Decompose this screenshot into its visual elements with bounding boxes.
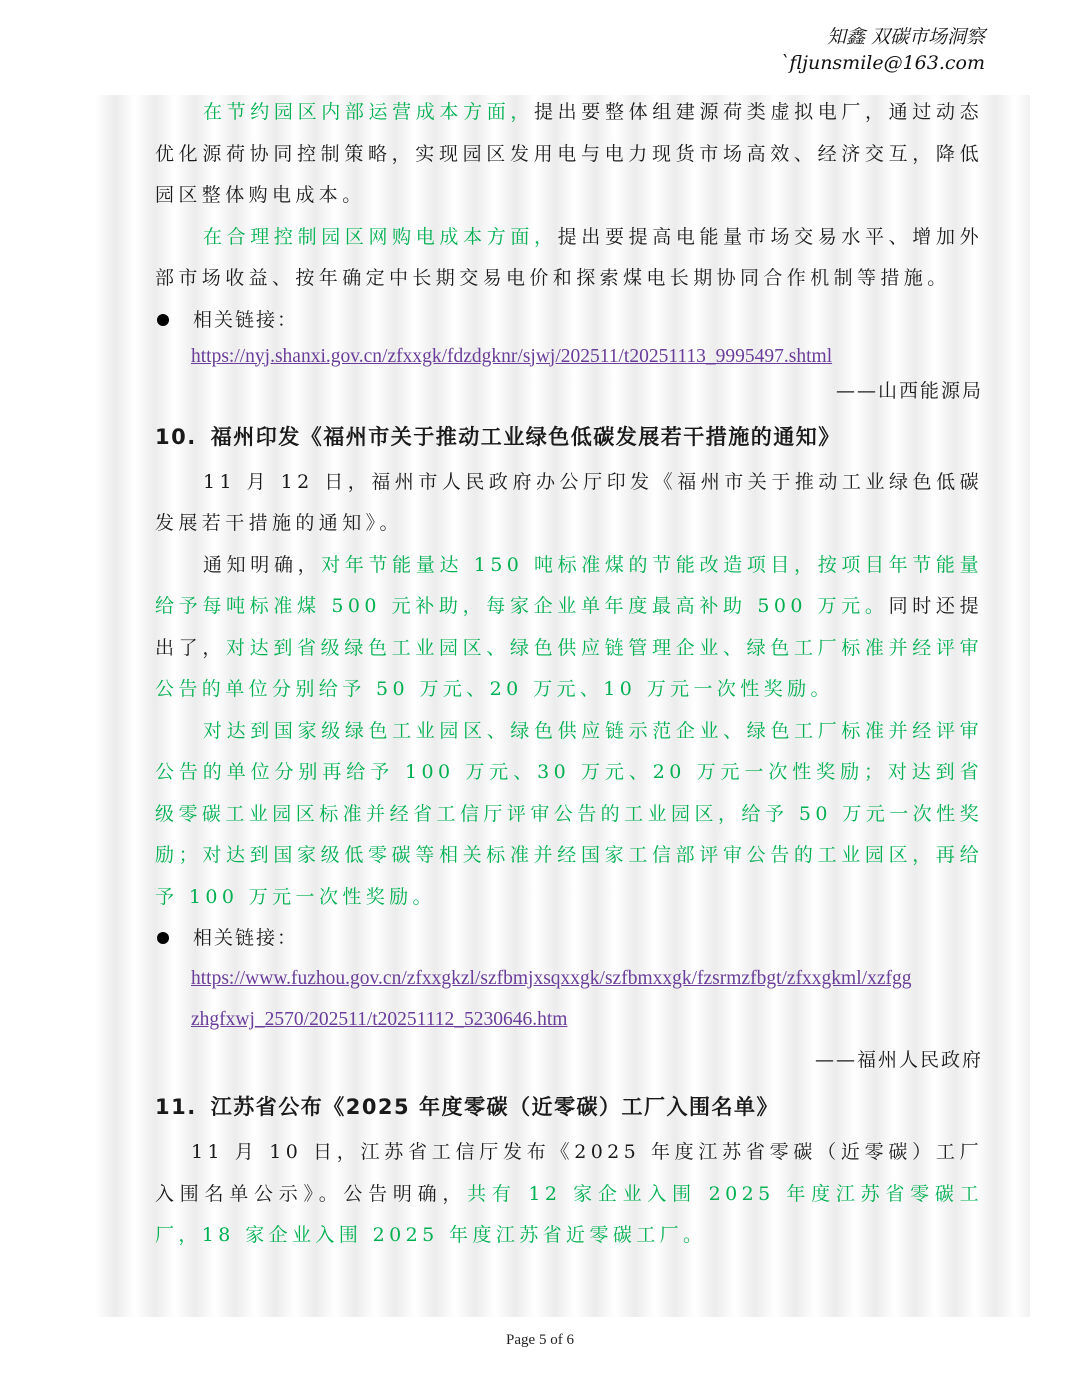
source-attribution: ——福州人民政府 (814, 1049, 983, 1071)
related-link-bullet (155, 300, 983, 340)
related-link[interactable]: https://nyj.shanxi.gov.cn/zfxxgk/fdzdgknr/sjwj/202511/t20251113_9995497.shtml (191, 345, 833, 367)
related-link-label: 相关链接： (193, 927, 299, 949)
section-number: 11. (155, 1095, 197, 1119)
body-text: 11 月 12 日，福州市人民政府办公厅印发《福州市关于推动工业绿色低碳发展若干措施的通知》。 (155, 470, 983, 534)
body-text: 通知明确， (203, 553, 322, 576)
highlight-text: 在合理控制园区网购电成本方面， (203, 225, 558, 248)
bullet-icon (157, 314, 169, 326)
body-text: 提出要整体组建源荷类虚拟电厂，通过动态优化源荷协同控制策略，实现园区发用电与电力现货市场高效、经济交互，降低园区整体购电成本。 (155, 101, 983, 206)
paragraph (155, 92, 983, 217)
section-number: 10. (155, 424, 197, 449)
related-link-line[interactable]: https://www.fuzhou.gov.cn/zfxxgkzl/szfbmjxsqxxgk/szfbmxxgk/fzsrmzfbgt/zfxxgkml/xzfgg (191, 968, 912, 989)
page-header (780, 24, 985, 76)
related-link-label: 相关链接： (193, 308, 299, 331)
header-email: `fljunsmile@163.com (779, 52, 985, 74)
body-text: 提出要提高电能量市场交易水平、增加外部市场收益、按年确定中长期交易电价和探索煤电长期协同合作机制等措施。 (155, 225, 983, 289)
paragraph (155, 711, 983, 919)
section-title: 福州印发《福州市关于推动工业绿色低碳发展若干措施的通知》 (210, 424, 841, 449)
highlight-text: 共有 12 家企业入围 2025 年度江苏省零碳工厂，18 家企业入围 2025 年度江苏省近零碳工厂。 (155, 1182, 983, 1246)
page-number: Page 5 of 6 (506, 1332, 574, 1348)
highlight-text: 对年节能量达 150 吨标准煤的节能改造项目，按项目年节能量给予每吨标准煤 500 元补助，每家企业单年度最高补助 500 万元。 (155, 553, 983, 617)
paragraph (155, 217, 983, 300)
paragraph (155, 545, 983, 711)
related-link[interactable] (155, 958, 983, 1040)
related-link-line[interactable]: zhgfxwj_2570/202511/t20251112_5230646.htm (191, 1009, 568, 1030)
section-title: 江苏省公布《2025 年度零碳（近零碳）工厂入围名单》 (210, 1095, 779, 1119)
section-heading (155, 412, 983, 462)
highlight-text: 对达到省级绿色工业园区、绿色供应链管理企业、绿色工厂标准并经评审公告的单位分别给予 50 万元、20 万元、10 万元一次性奖励。 (155, 636, 983, 700)
paragraph (155, 462, 983, 545)
bullet-icon (157, 932, 169, 944)
section-heading (155, 1082, 983, 1132)
document-body (155, 92, 983, 1257)
paragraph (155, 1132, 983, 1257)
highlight-text: 在节约园区内部运营成本方面， (203, 101, 535, 123)
source-attribution: ——山西能源局 (835, 379, 983, 402)
highlight-text: 对达到国家级绿色工业园区、绿色供应链示范企业、绿色工厂标准并经评审公告的单位分别再给予 100 万元、30 万元、20 万元一次性奖励；对达到省级零碳工业园区标准并经省工信厅评审公告的工业园区，给予 50 万元一次性奖励；对达到国家级低零碳等相关标准并经国家工信部评审公告的工业园区，再给予 100 万元一次性奖励。 (155, 719, 983, 908)
related-link-bullet (155, 918, 983, 958)
header-brand: 知鑫 双碳市场洞察 (826, 26, 985, 48)
body-text: 11 月 10 日，江苏省工信厅发布《2025 年度江苏省零碳（近零碳）工厂入围名单公示》。公告明确， (155, 1141, 983, 1205)
body-text: 同时还提出了， (155, 595, 983, 659)
